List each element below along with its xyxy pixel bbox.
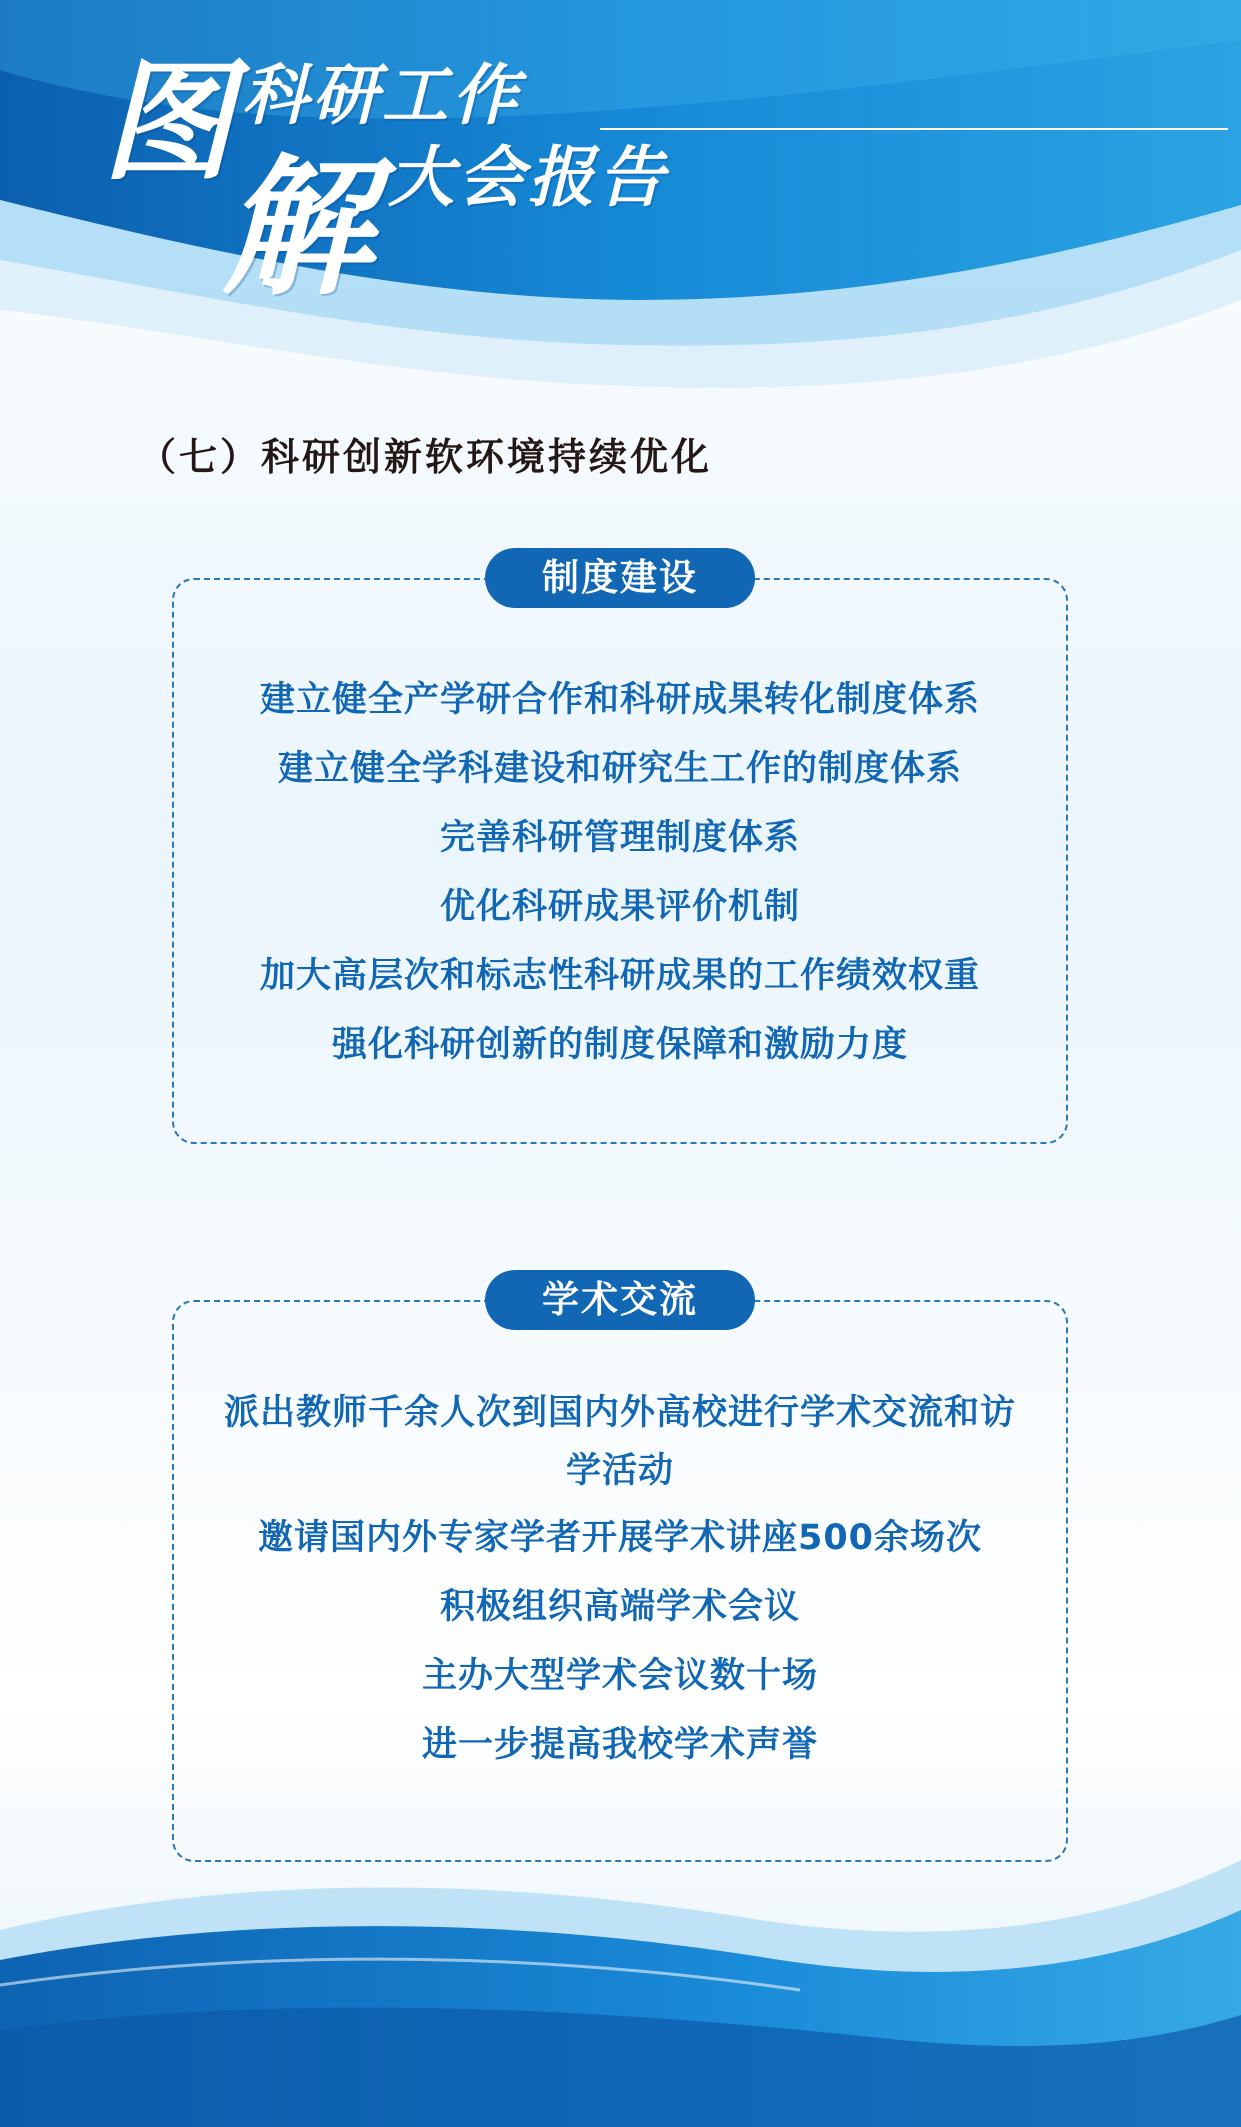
header-brush-char-1: 图 [102,45,233,198]
card-institution-title: 制度建设 [485,548,755,608]
card-academic-exchange-title: 学术交流 [485,1270,755,1330]
list-item: 积极组织高端学术会议 [439,1587,800,1627]
header-title-line-2: 大会报告 [388,139,668,216]
card-academic-exchange-list [172,1384,1068,1784]
list-item: 主办大型学术会议数十场 [421,1656,818,1696]
list-item: 完善科研管理制度体系 [439,818,800,858]
header-title-line-1: 科研工作 [242,57,522,134]
list-item: 建立健全产学研合作和科研成果转化制度体系 [259,680,980,720]
list-item: 进一步提高我校学术声誉 [421,1725,818,1765]
header-brush-char-2: 解 [222,140,373,316]
list-item: 强化科研创新的制度保障和激励力度 [331,1025,908,1065]
list-item: 加大高层次和标志性科研成果的工作绩效权重 [259,956,980,996]
header-rule [600,128,1228,130]
list-item: 派出教师千余人次到国内外高校进行学术交流和访学活动 [223,1393,1016,1491]
list-item: 建立健全学科建设和研究生工作的制度体系 [277,749,962,789]
section-heading: （七）科研创新软环境持续优化 [138,435,713,479]
list-item: 邀请国内外专家学者开展学术讲座500余场次 [257,1518,983,1558]
list-item: 优化科研成果评价机制 [439,887,800,927]
card-institution-list [172,670,1068,1084]
